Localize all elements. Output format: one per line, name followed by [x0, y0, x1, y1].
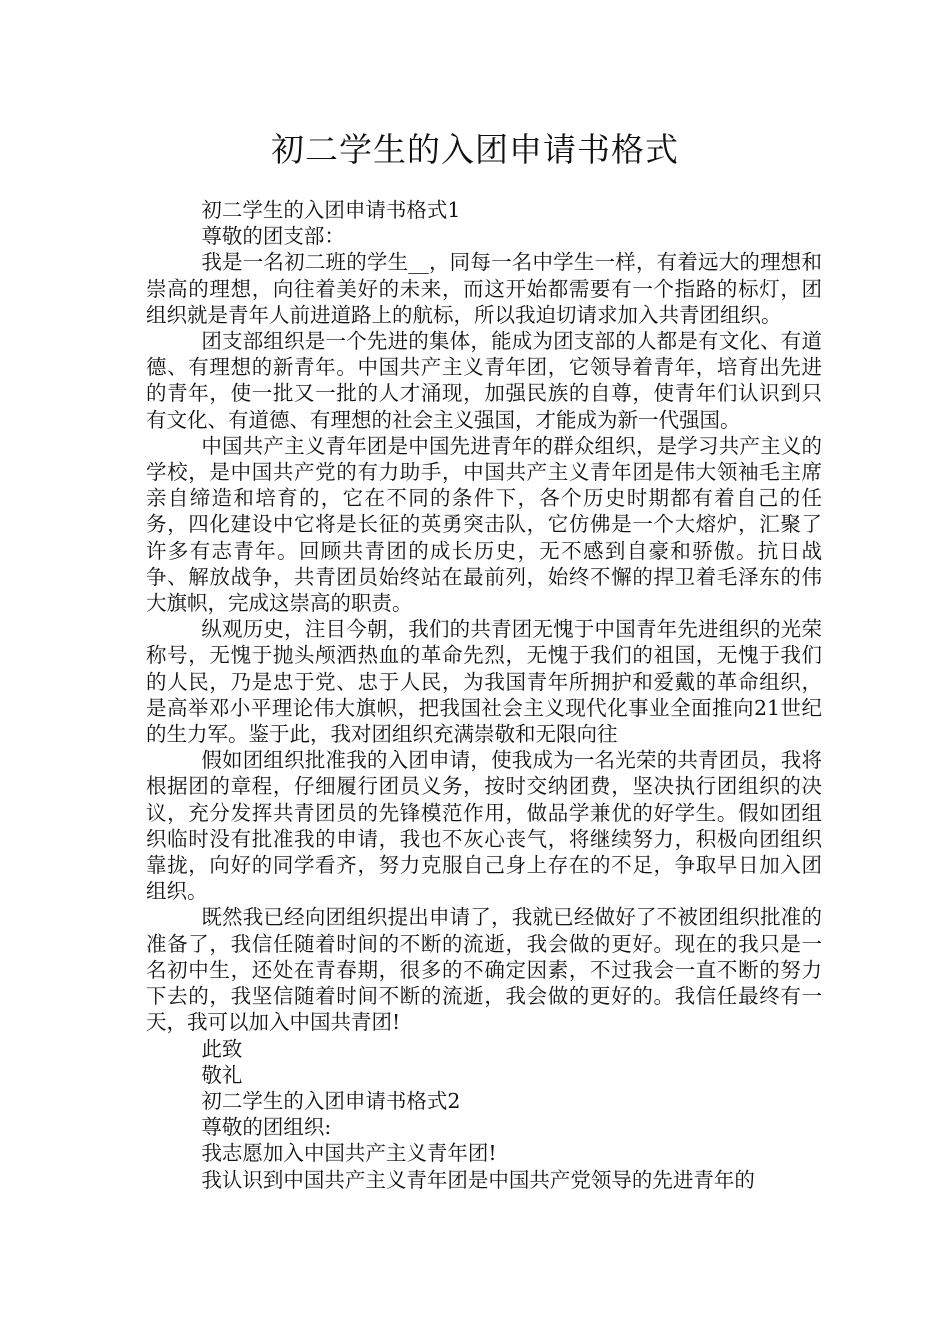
body-paragraph: 既然我已经向团组织提出申请了，我就已经做好了不被团组织批准的准备了，我信任随着时间的不断的流逝，我会做的更好。现在的我只是一名初中生，还处在青春期，很多的不确定因素，不过我会一直不断的努力下去的，我坚信随着时间不断的流逝，我会做的更好的。我信任最终有一天，我可以加入中国共青团! — [146, 905, 822, 1035]
salutation-2: 尊敬的团组织: — [201, 1115, 332, 1140]
body-paragraph: 中国共产主义青年团是中国先进青年的群众组织，是学习共产主义的学校，是中国共产党的有力助手，中国共产主义青年团是伟大领袖毛主席亲自缔造和培育的，它在不同的条件下，各个历史时期都有着自己的任务，四化建设中它将是长征的英勇突击队，它仿佛是一个大熔炉，汇聚了许多有志青年。回顾共青团的成长历史，无不感到自豪和骄傲。抗日战争、解放战争，共青团员始终站在最前列，始终不懈的捍卫着毛泽东的伟大旗帜，完成这崇高的职责。 — [146, 433, 822, 616]
salutation-1: 尊敬的团支部： — [201, 224, 345, 249]
body-paragraph: 我认识到中国共产主义青年团是中国共产党领导的先进青年的 — [201, 1167, 755, 1192]
section-heading-1: 初二学生的入团申请书格式1 — [201, 198, 461, 222]
body-paragraph: 纵观历史，注目今朝，我们的共青团无愧于中国青年先进组织的光荣称号，无愧于抛头颅洒热血的革命先烈，无愧于我们的祖国，无愧于我们的人民，乃是忠于党、忠于人民，为我国青年所拥护和爱戴的革命组织，是高举邓小平理论伟大旗帜，把我国社会主义现代化事业全面推向21世纪的生力军。鉴于此，我对团组织充满崇敬和无限向往 — [146, 617, 822, 747]
body-paragraph: 假如团组织批准我的入团申请，使我成为一名光荣的共青团员，我将根据团的章程，仔细履行团员义务，按时交纳团费，坚决执行团组织的决议，充分发挥共青团员的先锋模范作用，做品学兼优的好学生。假如团组织临时没有批准我的申请，我也不灰心丧气，将继续努力，积极向团组织靠拢，向好的同学看齐，努力克服自己身上存在的不足，争取早日加入团组织。 — [146, 748, 822, 904]
body-paragraph: 我是一名初二班的学生__，同每一名中学生一样，有着远大的理想和崇高的理想，向往着美好的未来，而这开始都需要有一个指路的标灯，团组织就是青年人前进道路上的航标，所以我迫切请求加入共青团组织。 — [146, 250, 822, 327]
closing-line: 敬礼 — [201, 1062, 243, 1087]
section-heading-2: 初二学生的入团申请书格式2 — [201, 1088, 461, 1113]
document-title: 初二学生的入团申请书格式 — [271, 130, 679, 169]
body-paragraph: 我志愿加入中国共产主义青年团! — [201, 1141, 497, 1166]
closing-line: 此致 — [201, 1036, 243, 1061]
body-paragraph: 团支部组织是一个先进的集体，能成为团支部的人都是有文化、有道德、有理想的新青年。中国共产主义青年团，它领导着青年，培育出先进的青年，使一批又一批的人才涌现，加强民族的自尊，使青年们认识到只有文化、有道德、有理想的社会主义强国，才能成为新一代强国。 — [146, 329, 822, 432]
document-body — [146, 197, 822, 1193]
